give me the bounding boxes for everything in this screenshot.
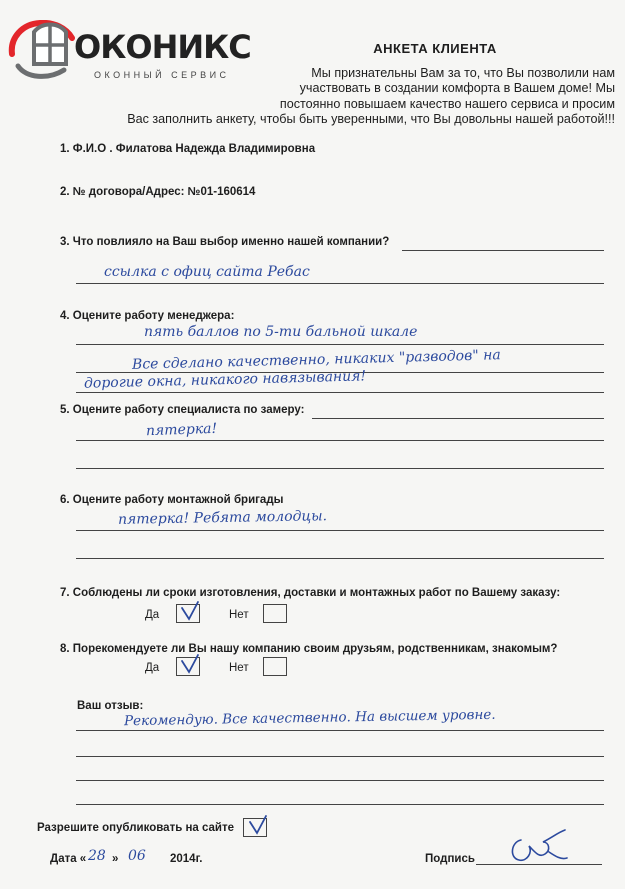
review-label: Ваш отзыв:	[77, 700, 144, 712]
question-1-name: 1. Ф.И.О . Филатова Надежда Владимировна	[60, 143, 316, 155]
q7-no-label: Нет	[229, 609, 249, 621]
checkmark-icon	[180, 653, 202, 675]
answer-line	[76, 558, 604, 559]
intro-text	[70, 66, 615, 128]
answer-4-line-1[interactable]: пять баллов по 5-ти бальной шкале	[144, 324, 418, 340]
question-2-contract: 2. № договора/Адрес: №01-160614	[60, 186, 256, 198]
date-day-close: »	[112, 853, 119, 865]
answer-line	[402, 250, 604, 251]
answer-line	[76, 392, 604, 393]
answer-line	[76, 468, 604, 469]
answer-4-line-3[interactable]: дорогие окна, никакого навязывания!	[83, 368, 367, 392]
publish-permission-label: Разрешите опубликовать на сайте	[37, 822, 235, 834]
review-line	[76, 804, 604, 805]
brand-tagline: ОКОННЫЙ СЕРВИС	[94, 70, 230, 80]
intro-line: Вас заполнить анкету, чтобы быть уверенными, что Вы довольны нашей работой!!!	[127, 112, 615, 127]
q8-no-checkbox[interactable]	[263, 657, 287, 676]
intro-line: участвовать в создании комфорта в Вашем доме! Мы	[299, 81, 615, 96]
question-8-recommend: 8. Порекомендуете ли Вы нашу компанию своим друзьям, родственникам, знакомым?	[60, 643, 558, 655]
question-5-measurer: 5. Оцените работу специалиста по замеру:	[60, 404, 305, 416]
question-3-choice-reason: 3. Что повлияло на Ваш выбор именно нашей компании?	[60, 236, 390, 248]
answer-line	[76, 344, 604, 345]
checkmark-icon	[248, 814, 270, 836]
brand-name: ОКОНИКС	[74, 28, 251, 66]
answer-line	[76, 283, 604, 284]
answer-4-line-2[interactable]: Все сделано качественно, никаких "разводов" на	[131, 347, 501, 373]
date-label: Дата «	[50, 853, 87, 865]
signature-label: Подпись	[425, 853, 475, 865]
signature-icon	[505, 826, 573, 870]
review-line	[76, 730, 604, 731]
q7-no-checkbox[interactable]	[263, 604, 287, 623]
question-4-manager: 4. Оцените работу менеджера:	[60, 310, 235, 322]
date-year: 2014г.	[170, 853, 203, 865]
intro-line: Мы признательны Вам за то, что Вы позволили нам	[311, 66, 615, 80]
form-title: АНКЕТА КЛИЕНТА	[373, 41, 497, 56]
q8-no-label: Нет	[229, 662, 249, 674]
review-line	[76, 780, 604, 781]
review-text[interactable]: Рекомендую. Все качественно. На высшем уровне.	[123, 706, 496, 730]
answer-6-text[interactable]: пятерка! Ребята молодцы.	[117, 508, 328, 528]
answer-5-text[interactable]: пятерка!	[145, 420, 218, 440]
date-day[interactable]: 28	[88, 848, 106, 864]
question-7-deadlines: 7. Соблюдены ли сроки изготовления, доставки и монтажных работ по Вашему заказу:	[60, 587, 561, 599]
answer-line	[76, 530, 604, 531]
answer-line	[312, 418, 604, 419]
date-month[interactable]: 06	[128, 848, 146, 864]
review-line	[76, 756, 604, 757]
q8-yes-label: Да	[145, 662, 160, 674]
answer-3-text[interactable]: ссылка с офиц сайта Ребас	[104, 264, 310, 280]
question-6-installers: 6. Оцените работу монтажной бригады	[60, 494, 284, 506]
intro-line: постоянно повышаем качество нашего сервиса и просим	[279, 96, 615, 111]
q7-yes-label: Да	[145, 609, 160, 621]
answer-line	[76, 440, 604, 441]
checkmark-icon	[180, 600, 202, 622]
